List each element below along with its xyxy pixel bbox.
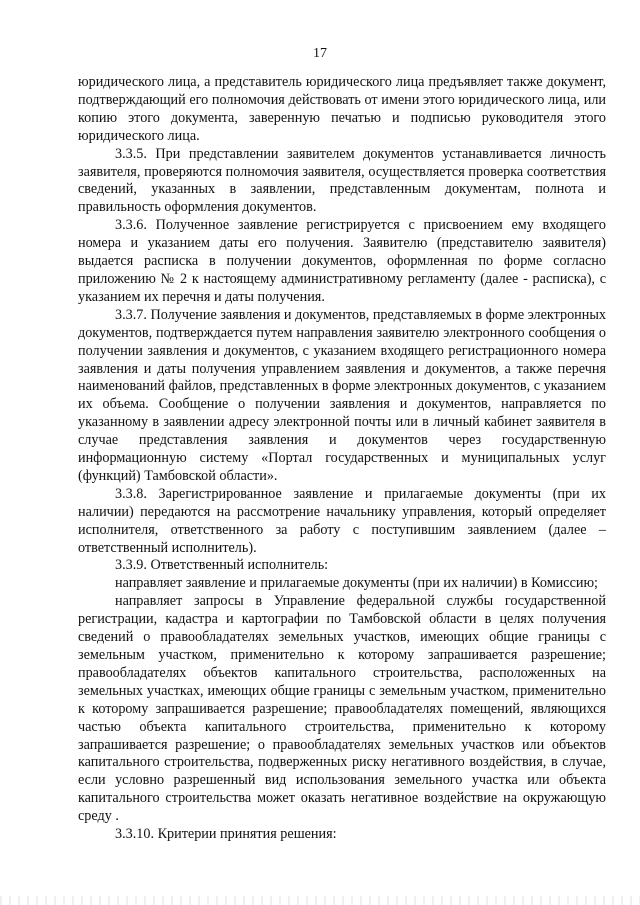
paragraph-3-3-7: 3.3.7. Получение заявления и документов, представляемых в форме электронных документов, подтверждается путем направления заявителю электронного сообщения о получении заявления и документов, с указанием входящего регистрационного номера заявления и даты получения управлением заявления и документов, а также перечня наименований файлов, представленных в форме электронных документов, с указанием их объема. Сообщение о получении заявления и документов, направляется по указанному в заявлении адресу электронной почты или в личный кабинет заявителя в случае представления заявления и документов через государственную информационную систему «Портал государственных и муниципальных услуг (функций) Тамбовской области». [78,306,606,484]
paragraph-3-3-6: 3.3.6. Полученное заявление регистрируется с присвоением ему входящего номера и указанием даты его получения. Заявителю (представителю заявителя) выдается расписка в получении документов, оформленная по форме согласно приложению № 2 к настоящему административному регламенту (далее - расписка), с указанием их перечня и даты получения. [78,217,606,305]
paragraph-continuation: юридического лица, а представитель юридического лица предъявляет также документ, подтверждающий его полномочия действовать от имени этого юридического лица, или копию этого документа, заверенную печатью и подписью руководителя этого юридического лица. [78,74,606,144]
scan-artifact-strip [0,896,640,905]
paragraph-3-3-5: 3.3.5. При представлении заявителем документов устанавливается личность заявителя, проверяются полномочия заявителя, осуществляется проверка соответствия сведений, указанных в заявлении, представленным документам, полнота и правильность оформления документов. [78,145,606,216]
paragraph-3-3-10: 3.3.10. Критерии принятия решения: [115,826,337,843]
paragraph-3-3-9-item-commission: направляет заявление и прилагаемые документы (при их наличии) в Комиссию; [115,575,598,592]
paragraph-3-3-8: 3.3.8. Зарегистрированное заявление и прилагаемые документы (при их наличии) передаются на рассмотрение начальнику управления, который определяет исполнителя, ответственного за работу с поступившим заявлением (далее – ответственный исполнитель). [78,485,606,556]
page-number: 17 [313,46,327,61]
paragraph-3-3-9: 3.3.9. Ответственный исполнитель: [115,557,329,574]
paragraph-3-3-9-item-requests: направляет запросы в Управление федеральной службы государственной регистрации, кадастра и картографии по Тамбовской области в целях получения сведений о правообладателях земельных участков, имеющих общие границы с земельным участком, применительно к которому запрашивается разрешение; правообладателях объектов капитального строительства, расположенных на земельных участках, имеющих общие границы с земельным участком, применительно к которому запрашивается разрешение; правообладателях помещений, являющихся частью объекта капитального строительства, применительно к которому запрашивается разрешение; о правообладателях земельных участков или объектов капитального строительства, подверженных риску негативного воздействия, в случае, если условно разрешенный вид использования земельного участка или объекта капитального строительства может оказать негативное воздействие на окружающую среду . [78,593,606,825]
document-body [78,74,606,844]
